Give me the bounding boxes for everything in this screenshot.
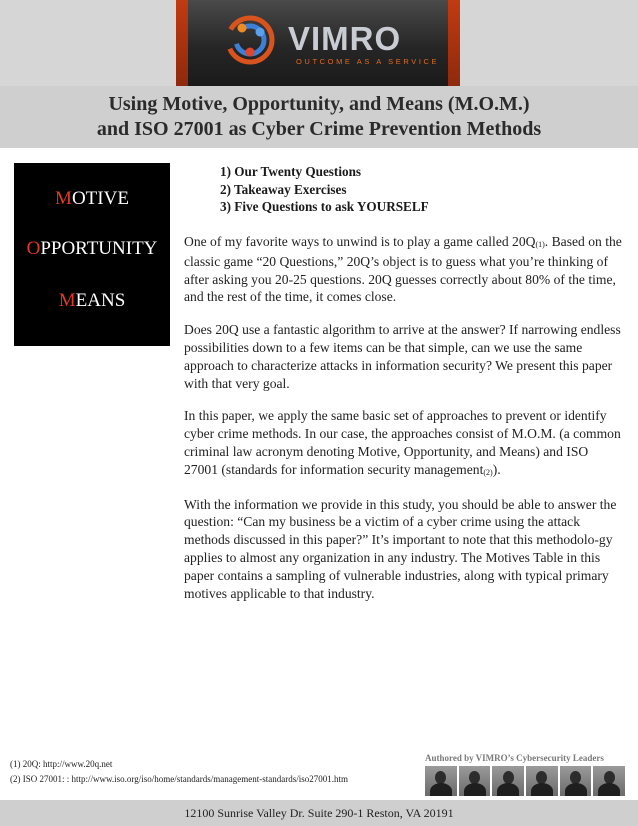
contents-item-2: 2) Takeaway Exercises [220,181,347,197]
authors-label: Authored by VIMRO’s Cybersecurity Leaders [425,753,604,763]
paragraph-3 [184,407,624,480]
page-title-line-2: and ISO 27001 as Cyber Crime Prevention Methods [96,118,542,140]
footer-address: 12100 Sunrise Valley Dr. Suite 290-1 Reston, VA 20191 [184,806,454,820]
paragraph-2: Does 20Q use a fantastic algorithm to arrive at the answer? If narrowing endless possibilities down to a few items can be that simple, can we use the same approach to characterize attacks in information security? We present this paper with that very goal. [184,322,621,391]
author-photo [593,766,625,796]
mom-opportunity-rest: PPORTUNITY [40,238,158,259]
footnote-ref-2: (2) [483,467,493,477]
author-photo [492,766,524,796]
body-text [184,233,624,617]
vimro-logo-icon [220,10,280,70]
mom-motive [14,188,170,210]
paragraph-3-text-a: In this paper, we apply the same basic set of approaches to prevent or identify cyber crime methods. In our case, the approaches consist of M.O.M. (a common criminal law acronym denoting Motive, Opportunity, and Means) and ISO 27001 (standards for information security management [184,408,621,477]
author-photo [526,766,558,796]
footer-band [0,800,638,826]
author-photo [459,766,491,796]
paragraph-1-text-a: One of my favorite ways to unwind is to play a game called 20Q [184,234,536,249]
mom-box [14,163,170,346]
brand-name: VIMRO [288,20,402,57]
page-title-line-1: Using Motive, Opportunity, and Means (M.O.M.) [108,93,530,115]
footnote-1: (1) 20Q: http://www.20q.net [10,759,113,769]
paragraph-1-text-b: . Based on the classic game “20 Questions,” 20Q’s object is to guess what you’re thinking of after asking you 20-25 questions. 20Q guesses correctly about 80% of the time, and the rest of the time, it comes close. [184,234,622,305]
mom-means-rest: EANS [75,290,126,311]
header-band [0,0,638,86]
author-photo [560,766,592,796]
paragraph-3-text-b: ). [492,461,501,477]
mom-means-initial: M [58,290,76,311]
mom-opportunity-initial: O [26,238,41,259]
logo-panel [176,0,460,86]
contents-item-1: 1) Our Twenty Questions [220,164,362,179]
author-photos [425,766,625,796]
footnotes [10,757,348,787]
mom-opportunity [14,238,170,260]
author-photo [425,766,457,796]
paragraph-4: With the information we provide in this study, you should be able to answer the question: “Can my business be a victim of a cyber crime using the attack methods discussed in this paper?” It’s important to note that this methodolo-gy applies to almost any organization in any industry. The Motives Table in this paper contains a sampling of vulnerable industries, along with typical primary motives applicable to that industry. [184,496,617,601]
contents-list [220,163,429,216]
contents-item-3: 3) Five Questions to ask YOURSELF [220,199,429,214]
paragraph-1 [184,233,624,306]
brand-tagline: OUTCOME AS A SERVICE [296,57,440,66]
title-band [0,86,638,148]
mom-motive-rest: OTIVE [71,188,129,209]
mom-motive-initial: M [55,188,72,209]
footnote-ref-1: (1) [535,240,545,249]
mom-means [14,290,170,312]
footnote-2: (2) ISO 27001: : http://www.iso.org/iso/home/standards/management-standards/iso27001.htm [10,774,348,784]
